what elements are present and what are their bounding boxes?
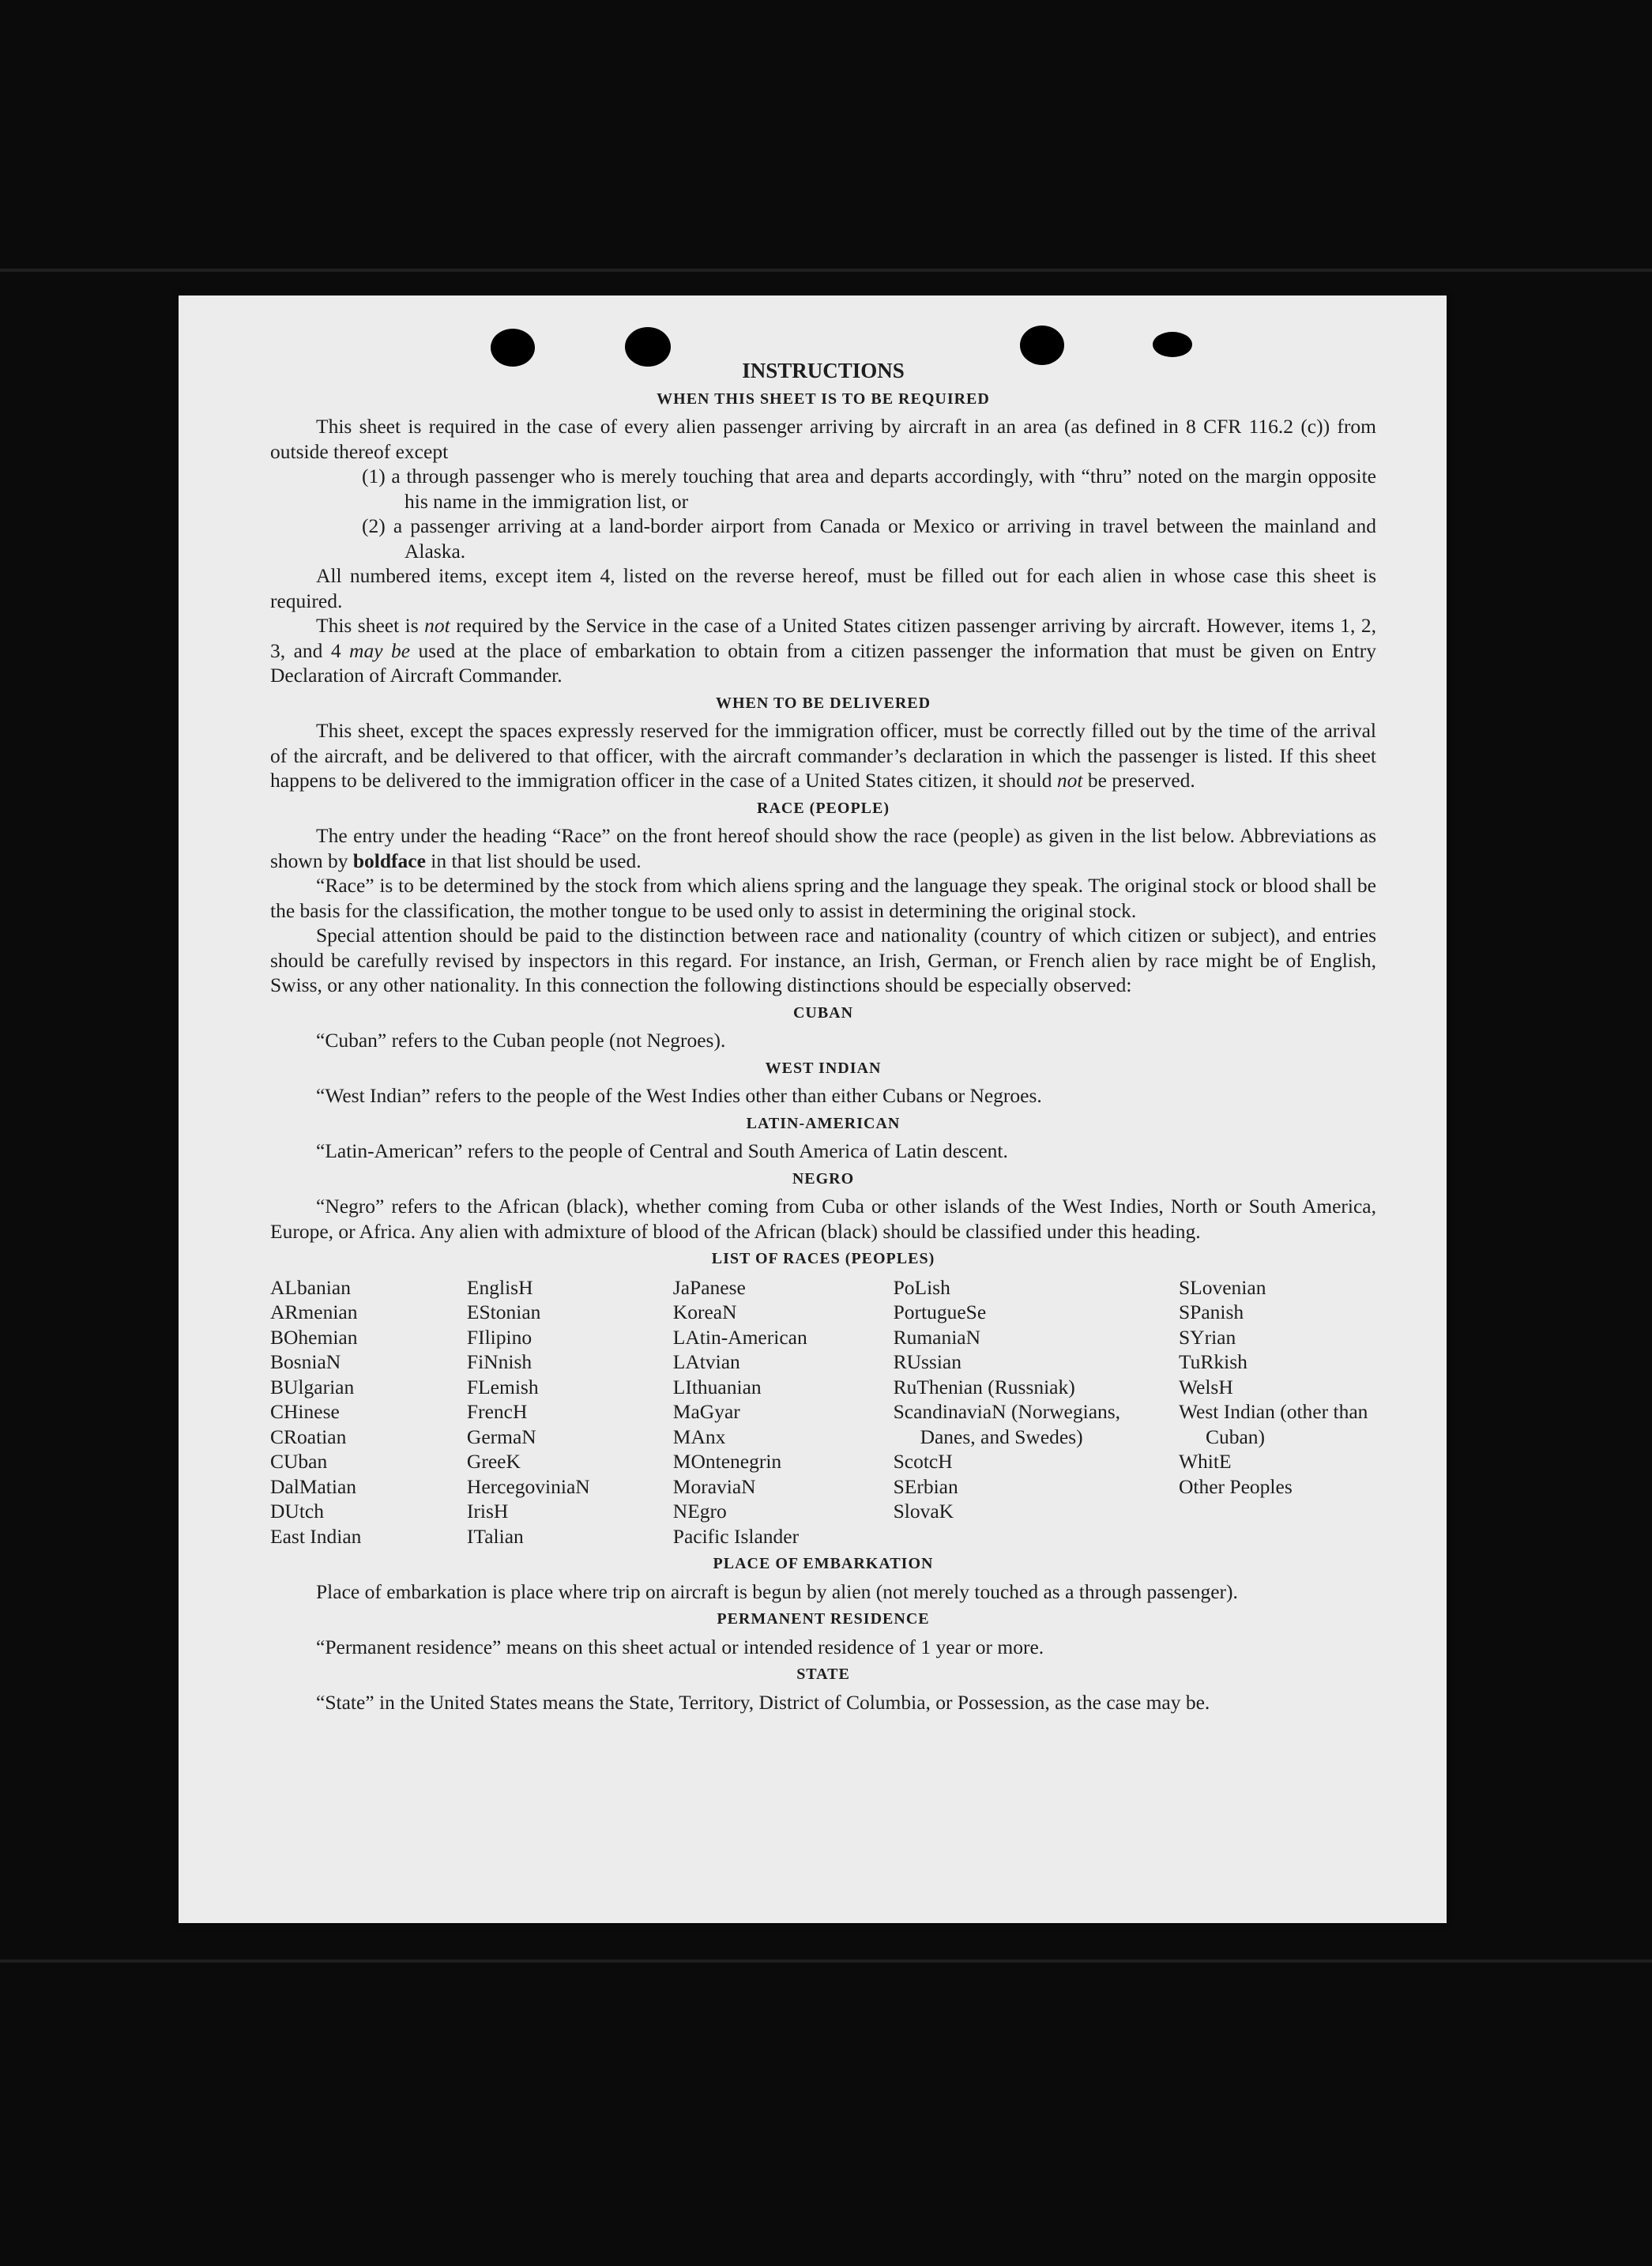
punch-hole xyxy=(1153,332,1192,357)
race-entry: BUlgarian xyxy=(270,1375,355,1398)
paragraph-race-definition: “Race” is to be determined by the stock from which aliens spring and the language they speak. The original stock or blood shall be the basis for the classification, the mother tongue to be used only to assist in determining the original stock. xyxy=(270,874,1376,922)
heading-when-required: WHEN THIS SHEET IS TO BE REQUIRED xyxy=(657,390,990,408)
race-entry: CRoatian xyxy=(270,1425,347,1448)
race-entry: MoraviaN xyxy=(672,1474,756,1498)
heading-latin-american: LATIN-AMERICAN xyxy=(746,1114,901,1132)
heading-cuban: CUBAN xyxy=(792,1003,854,1022)
race-entry: NEgro xyxy=(672,1500,727,1523)
race-entry: ITalian xyxy=(466,1524,524,1548)
race-entry: SYrian xyxy=(1178,1325,1236,1349)
race-column-4 xyxy=(894,1275,1179,1549)
race-entry: GermaN xyxy=(466,1425,536,1448)
exception-item-2: (2) a passenger arriving at a land-border airport from Canada or Mexico or arriving in travel between the mainland and Alaska. xyxy=(362,514,1376,563)
race-entry: EnglisH xyxy=(466,1275,533,1299)
race-list xyxy=(270,1275,1376,1549)
race-entry: TuRkish xyxy=(1178,1350,1247,1373)
race-entry: ScotcH xyxy=(893,1450,953,1473)
race-entry: MaGyar xyxy=(672,1400,740,1423)
race-entry: ARmenian xyxy=(270,1301,358,1323)
race-entry: East Indian xyxy=(270,1524,362,1548)
race-entry: FrencH xyxy=(466,1400,528,1423)
race-entry: RumaniaN xyxy=(893,1325,981,1349)
race-entry: KoreaN xyxy=(672,1301,737,1323)
paragraph-race-entry: The entry under the heading “Race” on the front hereof should show the race (people) as given in the list below. Abbreviations as shown by boldface in that list should be used. xyxy=(270,824,1376,872)
race-entry: RUssian xyxy=(893,1350,961,1373)
race-entry: LIthuanian xyxy=(672,1375,762,1398)
race-entry: DUtch xyxy=(270,1500,324,1523)
race-entry: SPanish xyxy=(1178,1301,1244,1323)
race-column-3 xyxy=(673,1275,894,1549)
race-entry: CUban xyxy=(270,1450,328,1473)
race-entry: ScandinaviaN (Norwegians, Danes, and Swedes) xyxy=(893,1400,1121,1448)
race-entry: BosniaN xyxy=(270,1350,341,1373)
race-entry: LAtin-American xyxy=(672,1325,807,1349)
race-entry: ALbanian xyxy=(270,1275,351,1299)
heading-place-of-embarkation: PLACE OF EMBARKATION xyxy=(713,1555,934,1572)
race-entry: MOntenegrin xyxy=(672,1450,782,1473)
race-column-2 xyxy=(467,1275,673,1549)
paragraph-cuban: “Cuban” refers to the Cuban people (not Negroes). xyxy=(316,1029,726,1052)
paragraph-race-nationality: Special attention should be paid to the distinction between race and nationality (country of which citizen or subject), and entries should be carefully revised by inspectors in this regard. For instance, an Irish, German, or French alien by race might be of English, Swiss, or any other nationality. In this connection the following distinctions should be especially observed: xyxy=(270,924,1376,996)
heading-state: STATE xyxy=(796,1666,850,1683)
paragraph-citizen: This sheet is not required by the Service in the case of a United States citizen passenger arriving by aircraft. However, items 1, 2, 3, and 4 may be used at the place of embarkation to obtain from a citizen passenger the information that must be given on Entry Declaration of Aircraft Commander. xyxy=(270,614,1377,687)
race-entry: SLovenian xyxy=(1178,1275,1266,1299)
paragraph-latin-american: “Latin-American” refers to the people of Central and South America of Latin descent. xyxy=(316,1139,1008,1162)
heading-west-indian: WEST INDIAN xyxy=(765,1059,882,1077)
race-entry: SlovaK xyxy=(893,1500,954,1523)
race-entry: IrisH xyxy=(466,1500,509,1523)
paragraph-negro: “Negro” refers to the African (black), whether coming from Cuba or other islands of the West Indies, North or South America, Europe, or Africa. Any alien with admixture of blood of the African (black) should be classified under this heading. xyxy=(270,1195,1376,1243)
race-entry: BOhemian xyxy=(270,1325,358,1349)
exception-item-1: (1) a through passenger who is merely touching that area and departs accordingly, with “thru” noted on the margin opposite his name in the immigration list, or xyxy=(362,465,1376,513)
race-entry: MAnx xyxy=(672,1425,726,1448)
document-title: INSTRUCTIONS xyxy=(742,359,905,382)
scan-edge-top xyxy=(0,269,1652,272)
race-entry: JaPanese xyxy=(672,1275,746,1299)
paragraph-residence: “Permanent residence” means on this sheet actual or intended residence of 1 year or more. xyxy=(316,1635,1044,1658)
instruction-sheet xyxy=(179,295,1447,1923)
race-entry: DalMatian xyxy=(270,1474,357,1498)
race-entry: WelsH xyxy=(1178,1375,1233,1398)
heading-list-of-races: LIST OF RACES (PEOPLES) xyxy=(711,1250,935,1267)
race-entry: SErbian xyxy=(893,1474,958,1498)
paragraph-state: “State” in the United States means the State, Territory, District of Columbia, or Possession, as the case may be. xyxy=(316,1690,1210,1714)
document-body xyxy=(270,359,1376,1715)
paragraph-west-indian: “West Indian” refers to the people of the West Indies other than either Cubans or Negroes. xyxy=(316,1084,1042,1107)
race-entry: Other Peoples xyxy=(1178,1474,1293,1498)
race-entry: RuThenian (Russniak) xyxy=(893,1375,1075,1398)
race-entry: CHinese xyxy=(270,1400,340,1423)
paragraph-embarkation: Place of embarkation is place where trip on aircraft is begun by alien (not merely touched as a through passenger). xyxy=(316,1579,1238,1603)
race-entry: GreeK xyxy=(466,1450,521,1473)
race-entry: West Indian (other than Cuban) xyxy=(1178,1400,1368,1448)
race-entry: PortugueSe xyxy=(893,1301,987,1323)
paragraph-delivery: This sheet, except the spaces expressly reserved for the immigration officer, must be correctly filled out by the time of the arrival of the aircraft, and be delivered to that officer, with the aircraft commander’s declaration in which the passenger is listed. If this sheet happens to be delivered to the immigration officer in the case of a United States citizen, it should not be preserved. xyxy=(270,719,1376,792)
heading-negro: NEGRO xyxy=(792,1169,855,1188)
race-entry: FLemish xyxy=(466,1375,539,1398)
paragraph-numbered-items: All numbered items, except item 4, listed on the reverse hereof, must be filled out for each alien in whose case this sheet is required. xyxy=(270,564,1376,612)
heading-when-delivered: WHEN TO BE DELIVERED xyxy=(715,694,931,712)
heading-permanent-residence: PERMANENT RESIDENCE xyxy=(717,1610,930,1628)
race-entry: PoLish xyxy=(893,1275,950,1299)
race-column-1 xyxy=(270,1275,467,1549)
race-entry: HercegoviniaN xyxy=(466,1474,590,1498)
heading-race: RACE (PEOPLE) xyxy=(757,799,890,817)
race-entry: FIlipino xyxy=(466,1325,532,1349)
race-entry: WhitE xyxy=(1178,1450,1232,1473)
scan-edge-bottom xyxy=(0,1959,1652,1963)
race-entry: LAtvian xyxy=(672,1350,740,1373)
race-column-5 xyxy=(1179,1275,1376,1549)
race-entry: Pacific Islander xyxy=(672,1524,800,1548)
paragraph-intro: This sheet is required in the case of every alien passenger arriving by aircraft in an area (as defined in 8 CFR 116.2 (c)) from outside thereof except xyxy=(270,415,1376,463)
race-entry: FiNnish xyxy=(466,1350,532,1373)
race-entry: EStonian xyxy=(466,1301,541,1323)
